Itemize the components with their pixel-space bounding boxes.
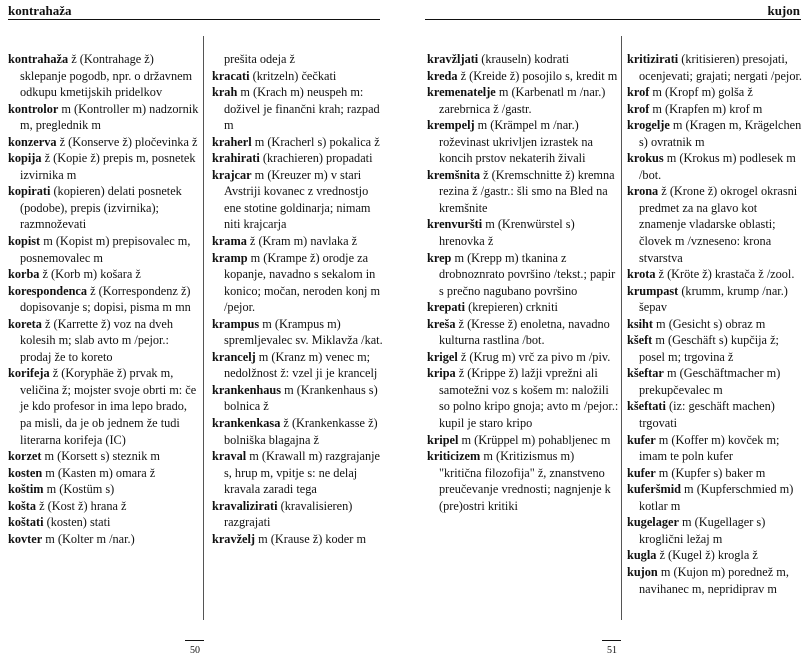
entry-definition: m (Kujon m) porednež m, navihanec m, nepridiprav m xyxy=(639,564,789,596)
dictionary-entry xyxy=(212,134,384,151)
dictionary-entry xyxy=(427,117,619,167)
dictionary-entry xyxy=(427,448,619,514)
entry-headword: kuferšmid xyxy=(627,482,681,497)
entry-definition: m (Krämpel m /nar.) roževinast ukrivljen izrastek na koncih prstov nekaterih živali xyxy=(439,118,593,166)
entry-headword: korespondenca xyxy=(8,283,88,298)
entry-headword: kriticizem xyxy=(427,449,481,464)
entry-definition: m (Kropf m) golša ž xyxy=(649,85,753,100)
dictionary-entry xyxy=(212,68,384,85)
entry-definition: ž (Krug m) vrč za pivo m /piv. xyxy=(457,349,611,364)
entry-definition: ž (Korb m) košara ž xyxy=(39,267,141,282)
entry-headword: kravželj xyxy=(212,531,256,546)
dictionary-entry xyxy=(627,564,805,597)
entry-definition: ž (Krankenkasse ž) bolniška blagajna ž xyxy=(224,416,378,447)
entry-definition: ž (Krippe ž) lažji vprežni ali samotežni voz s košem m: naložili so polno kripo gnoja; avto m /pejor.: kupil je staro kripo xyxy=(439,366,619,431)
dictionary-entry xyxy=(8,183,200,233)
entry-headword: krankenhaus xyxy=(212,382,282,397)
entry-headword: krankenkasa xyxy=(212,416,281,431)
entry-definition: m (Kreuzer m) v stari Avstriji kovanec z vrednostjo ene stotine goldinarja; nimam niti krajcarja xyxy=(224,167,371,232)
entry-headword: krenvuršti xyxy=(427,217,483,232)
dictionary-entry xyxy=(212,84,384,134)
entry-definition: m (Kolter m /nar.) xyxy=(42,531,135,546)
column-divider xyxy=(621,36,622,620)
entry-definition: m (Kupfer s) baker m xyxy=(655,465,766,480)
entry-headword: krumpast xyxy=(627,283,679,298)
entry-headword: kremšnita xyxy=(427,167,481,182)
entry-headword: krigel xyxy=(427,349,458,364)
dictionary-entry xyxy=(627,547,805,564)
entry-headword: konzerva xyxy=(8,134,57,149)
dictionary-column xyxy=(427,51,619,514)
dictionary-entry xyxy=(427,365,619,431)
dictionary-entry xyxy=(8,365,200,448)
entry-definition: m (Kontroller m) nadzornik m, preglednik m xyxy=(20,101,199,133)
dictionary-entry xyxy=(212,382,384,415)
entry-definition: m (Kugellager s) kroglični ležaj m xyxy=(639,515,766,546)
dictionary-column xyxy=(212,51,384,547)
entry-definition: ž (Koryphäe ž) prvak m, veličina ž; mojster svoje obrti m: če je kdo profesor in ima lepo brado, pa misli, da je ob jednem že tudi literarna korifeja (IC) xyxy=(20,366,197,447)
dictionary-entry xyxy=(427,250,619,300)
entry-definition: m (Krüppel m) pohabljenec m xyxy=(458,432,611,447)
dictionary-entry xyxy=(212,349,384,382)
entry-headword: kufer xyxy=(627,432,656,447)
entry-headword: košta xyxy=(8,498,37,513)
dictionary-column xyxy=(627,51,805,597)
running-head: kontrahaža xyxy=(8,3,72,18)
entry-definition: ž (Kugel ž) krogla ž xyxy=(656,548,758,563)
dictionary-entry xyxy=(8,101,200,134)
entry-definition: ž (Kontrahage ž) sklepanje pogodb, npr. o državnem odkupu kmetijskih pridelkov xyxy=(20,52,193,100)
entry-definition: ž (Kopie ž) prepis m, posnetek izvirnika m xyxy=(20,151,196,182)
entry-headword: krama xyxy=(212,234,247,249)
entry-definition: ž (Kresse ž) enoletna, navadno kulturna rastlina /bot. xyxy=(439,316,610,348)
entry-definition: m (Kostüm s) xyxy=(43,482,115,497)
entry-headword: kremenatelje xyxy=(427,85,496,100)
page-number: 51 xyxy=(607,645,617,656)
entry-definition: m (Geschäft s) kupčija ž; posel m; trgovina ž xyxy=(639,333,779,364)
entry-definition: ž (Karrette ž) voz na dveh kolesih m; slab avto m /pejor.: prodaj že to koreto xyxy=(20,316,174,364)
entry-definition: (kosten) stati xyxy=(43,515,111,530)
dictionary-entry xyxy=(8,514,200,531)
entry-headword: koreta xyxy=(8,316,42,331)
entry-headword: krah xyxy=(212,85,238,100)
entry-definition: m (Kupferschmied m) kotlar m xyxy=(639,482,794,513)
dictionary-entry xyxy=(427,216,619,249)
entry-headword: kopist xyxy=(8,234,41,249)
entry-definition: ž (Kröte ž) krastača ž /zool. xyxy=(655,267,795,282)
entry-definition: m (Krawall m) razgrajanje s, hrup m, vpitje s: ne delaj kravala zaradi tega xyxy=(224,449,381,497)
entry-definition: m (Kritizismus m) "kritična filozofija" ž, znanstveno preučevanje vrednosti; nagnjenje k (pre)ostri kritiki xyxy=(439,449,611,513)
dictionary-entry xyxy=(8,481,200,498)
entry-headword: kravalizirati xyxy=(212,498,278,513)
dictionary-column xyxy=(8,51,200,547)
footer-rule xyxy=(602,640,621,641)
dictionary-entry xyxy=(427,432,619,449)
entry-headword: krogelje xyxy=(627,118,670,133)
entry-headword: kopirati xyxy=(8,184,51,199)
dictionary-entry xyxy=(8,316,200,366)
entry-definition: (krauseln) kodrati xyxy=(478,52,570,66)
entry-headword: korzet xyxy=(8,449,42,464)
entry-definition: (kopieren) delati posnetek (podobe), prepis (izvirnika); razmnoževati xyxy=(20,184,182,232)
entry-definition: m (Kasten m) omara ž xyxy=(42,465,156,480)
dictionary-entry xyxy=(627,266,805,283)
entry-definition: m (Krapfen m) krof m xyxy=(649,101,763,116)
entry-headword: krahirati xyxy=(212,151,260,166)
entry-definition: ž (Kreide ž) posojilo s, kredit m xyxy=(457,68,618,83)
entry-headword: kravžljati xyxy=(427,52,479,66)
entry-headword: kšeft xyxy=(627,333,653,348)
header-rule xyxy=(425,19,801,20)
dictionary-entry xyxy=(8,134,200,151)
entry-headword: kontrolor xyxy=(8,101,59,116)
entry-definition: (krepieren) crkniti xyxy=(465,300,558,315)
dictionary-entry xyxy=(627,481,805,514)
dictionary-entry xyxy=(427,316,619,349)
entry-definition: ž (Korrespondenz ž) dopisovanje s; dopisi, pisma m mn xyxy=(20,283,191,315)
entry-headword: kontrahaža xyxy=(8,52,69,66)
dictionary-entry xyxy=(627,316,805,333)
entry-headword: krep xyxy=(427,250,452,265)
entry-definition: m (Gesicht s) obraz m xyxy=(652,316,766,331)
entry-headword: kufer xyxy=(627,465,656,480)
entry-headword: kopija xyxy=(8,151,42,166)
entry-headword: korba xyxy=(8,267,40,282)
entry-headword: kraval xyxy=(212,449,247,464)
entry-headword: kugelager xyxy=(627,515,679,530)
entry-definition: (kritisieren) presojati, ocenjevati; grajati; nergati /pejor. xyxy=(639,52,802,83)
entry-definition: m (Geschäftmacher m) prekupčevalec m xyxy=(639,366,781,397)
entry-headword: kreša xyxy=(427,316,456,331)
dictionary-entry xyxy=(627,183,805,266)
entry-definition: m (Korsett s) steznik m xyxy=(41,449,160,464)
dictionary-entry xyxy=(8,448,200,465)
entry-headword: krof xyxy=(627,101,650,116)
dictionary-entry xyxy=(627,432,805,465)
entry-headword: kreda xyxy=(427,68,458,83)
entry-definition: m (Krach m) neuspeh m: doživel je finančni krah; razpad m xyxy=(224,85,380,133)
entry-headword: kugla xyxy=(627,548,657,563)
dictionary-entry xyxy=(212,250,384,316)
entry-headword: kovter xyxy=(8,531,43,546)
entry-definition: m (Krause ž) koder m xyxy=(255,531,367,546)
dictionary-entry xyxy=(8,498,200,515)
entry-definition: m (Kracherl s) pokalica ž xyxy=(251,134,380,149)
dictionary-entry xyxy=(212,233,384,250)
dictionary-entry xyxy=(427,167,619,217)
dictionary-entry xyxy=(8,465,200,482)
dictionary-entry xyxy=(427,51,619,68)
page-number: 50 xyxy=(190,645,200,656)
dictionary-entry xyxy=(627,332,805,365)
entry-headword: kritizirati xyxy=(627,52,679,66)
entry-definition: (krumm, krump /nar.) šepav xyxy=(639,283,788,315)
dictionary-entry xyxy=(8,531,200,548)
entry-headword: ksiht xyxy=(627,316,653,331)
entry-headword: krota xyxy=(627,267,656,282)
right-page xyxy=(405,0,809,660)
entry-headword: krof xyxy=(627,85,650,100)
dictionary-entry xyxy=(627,84,805,101)
entry-definition: prešita odeja ž xyxy=(224,52,296,66)
entry-headword: koštim xyxy=(8,482,44,497)
entry-headword: krepati xyxy=(427,300,466,315)
dictionary-entry xyxy=(627,283,805,316)
entry-definition: (krachieren) propadati xyxy=(259,151,373,166)
dictionary-entry xyxy=(8,150,200,183)
dictionary-entry xyxy=(627,465,805,482)
header-rule xyxy=(8,19,380,20)
entry-definition: m (Krampe ž) orodje za kopanje, navadno s sekalom in konico; močan, neroden konj m /pejor. xyxy=(224,250,381,315)
entry-definition: m (Krampus m) spremljevalec sv. Miklavža /kat. xyxy=(224,316,383,348)
entry-definition: m (Kopist m) prepisovalec m, posnemovalec m xyxy=(20,234,191,265)
entry-definition: ž (Krone ž) okrogel okrasni predmet za na glavo kot znamenje vladarske oblasti; človek m /vzneseno: krona stvarstva xyxy=(639,184,798,265)
entry-headword: kripel xyxy=(427,432,459,447)
entry-headword: krancelj xyxy=(212,349,256,364)
dictionary-entry xyxy=(427,84,619,117)
entry-headword: krajcar xyxy=(212,167,252,182)
dictionary-entry xyxy=(427,299,619,316)
dictionary-entry xyxy=(427,349,619,366)
entry-definition: (kritzeln) čečkati xyxy=(249,68,337,83)
entry-definition: m (Koffer m) kovček m; imam te poln kufer xyxy=(639,432,780,464)
dictionary-entry xyxy=(212,498,384,531)
entry-definition: m (Kranz m) venec m; nedolžnost ž: vzel ji je krancelj xyxy=(224,349,378,381)
dictionary-entry xyxy=(427,68,619,85)
entry-definition: m (Karbenatl m /nar.) zarebrnica ž /gastr. xyxy=(439,85,606,116)
entry-headword: kracati xyxy=(212,68,250,83)
dictionary-entry xyxy=(212,150,384,167)
entry-definition: m (Krokus m) podlesek m /bot. xyxy=(639,151,796,182)
dictionary-entry xyxy=(212,167,384,233)
entry-definition: ž (Kost ž) hrana ž xyxy=(36,498,127,513)
entry-headword: krokus xyxy=(627,151,664,166)
entry-headword: kosten xyxy=(8,465,43,480)
entry-headword: krona xyxy=(627,184,659,199)
entry-definition: m (Krepp m) tkanina z drobnoznrato površino /tekst.; papir s prečno nagubano površino xyxy=(439,250,616,298)
entry-headword: kšeftati xyxy=(627,399,666,414)
dictionary-entry xyxy=(627,514,805,547)
dictionary-entry xyxy=(8,51,200,101)
entry-headword: korifeja xyxy=(8,366,50,381)
dictionary-entry xyxy=(8,283,200,316)
dictionary-entry xyxy=(212,448,384,498)
entry-definition: ž (Kremschnitte ž) kremna rezina ž /gastr.: šli smo na Bled na kremšnite xyxy=(439,167,615,215)
dictionary-entry xyxy=(8,266,200,283)
entry-definition: ž (Kram m) navlaka ž xyxy=(246,234,358,249)
entry-headword: kripa xyxy=(427,366,456,381)
entry-definition: m (Krankenhaus s) bolnica ž xyxy=(224,382,378,414)
entry-headword: krampus xyxy=(212,316,260,331)
dictionary-entry xyxy=(212,51,384,68)
dictionary-entry xyxy=(627,117,805,150)
dictionary-entry xyxy=(212,531,384,548)
dictionary-entry xyxy=(212,415,384,448)
entry-headword: kujon xyxy=(627,564,658,579)
running-head: kujon xyxy=(767,3,800,18)
footer-rule xyxy=(185,640,204,641)
entry-definition: m (Kragen m, Krägelchen s) ovratnik m xyxy=(639,118,802,149)
dictionary-entry xyxy=(627,365,805,398)
dictionary-entry xyxy=(8,233,200,266)
entry-headword: koštati xyxy=(8,515,44,530)
dictionary-entry xyxy=(627,51,805,84)
left-page xyxy=(0,0,404,660)
entry-headword: kraherl xyxy=(212,134,252,149)
dictionary-entry xyxy=(627,398,805,431)
dictionary-entry xyxy=(627,101,805,118)
entry-definition: (kravalisieren) razgrajati xyxy=(224,498,353,530)
column-divider xyxy=(203,36,204,620)
dictionary-entry xyxy=(627,150,805,183)
entry-headword: kšeftar xyxy=(627,366,664,381)
entry-definition: (iz: geschäft machen) trgovati xyxy=(639,399,775,431)
entry-headword: krempelj xyxy=(427,118,475,133)
dictionary-entry xyxy=(212,316,384,349)
entry-headword: kramp xyxy=(212,250,248,265)
entry-definition: m (Krenwürstel s) hrenovka ž xyxy=(439,217,575,249)
entry-definition: ž (Konserve ž) pločevinka ž xyxy=(56,134,198,149)
